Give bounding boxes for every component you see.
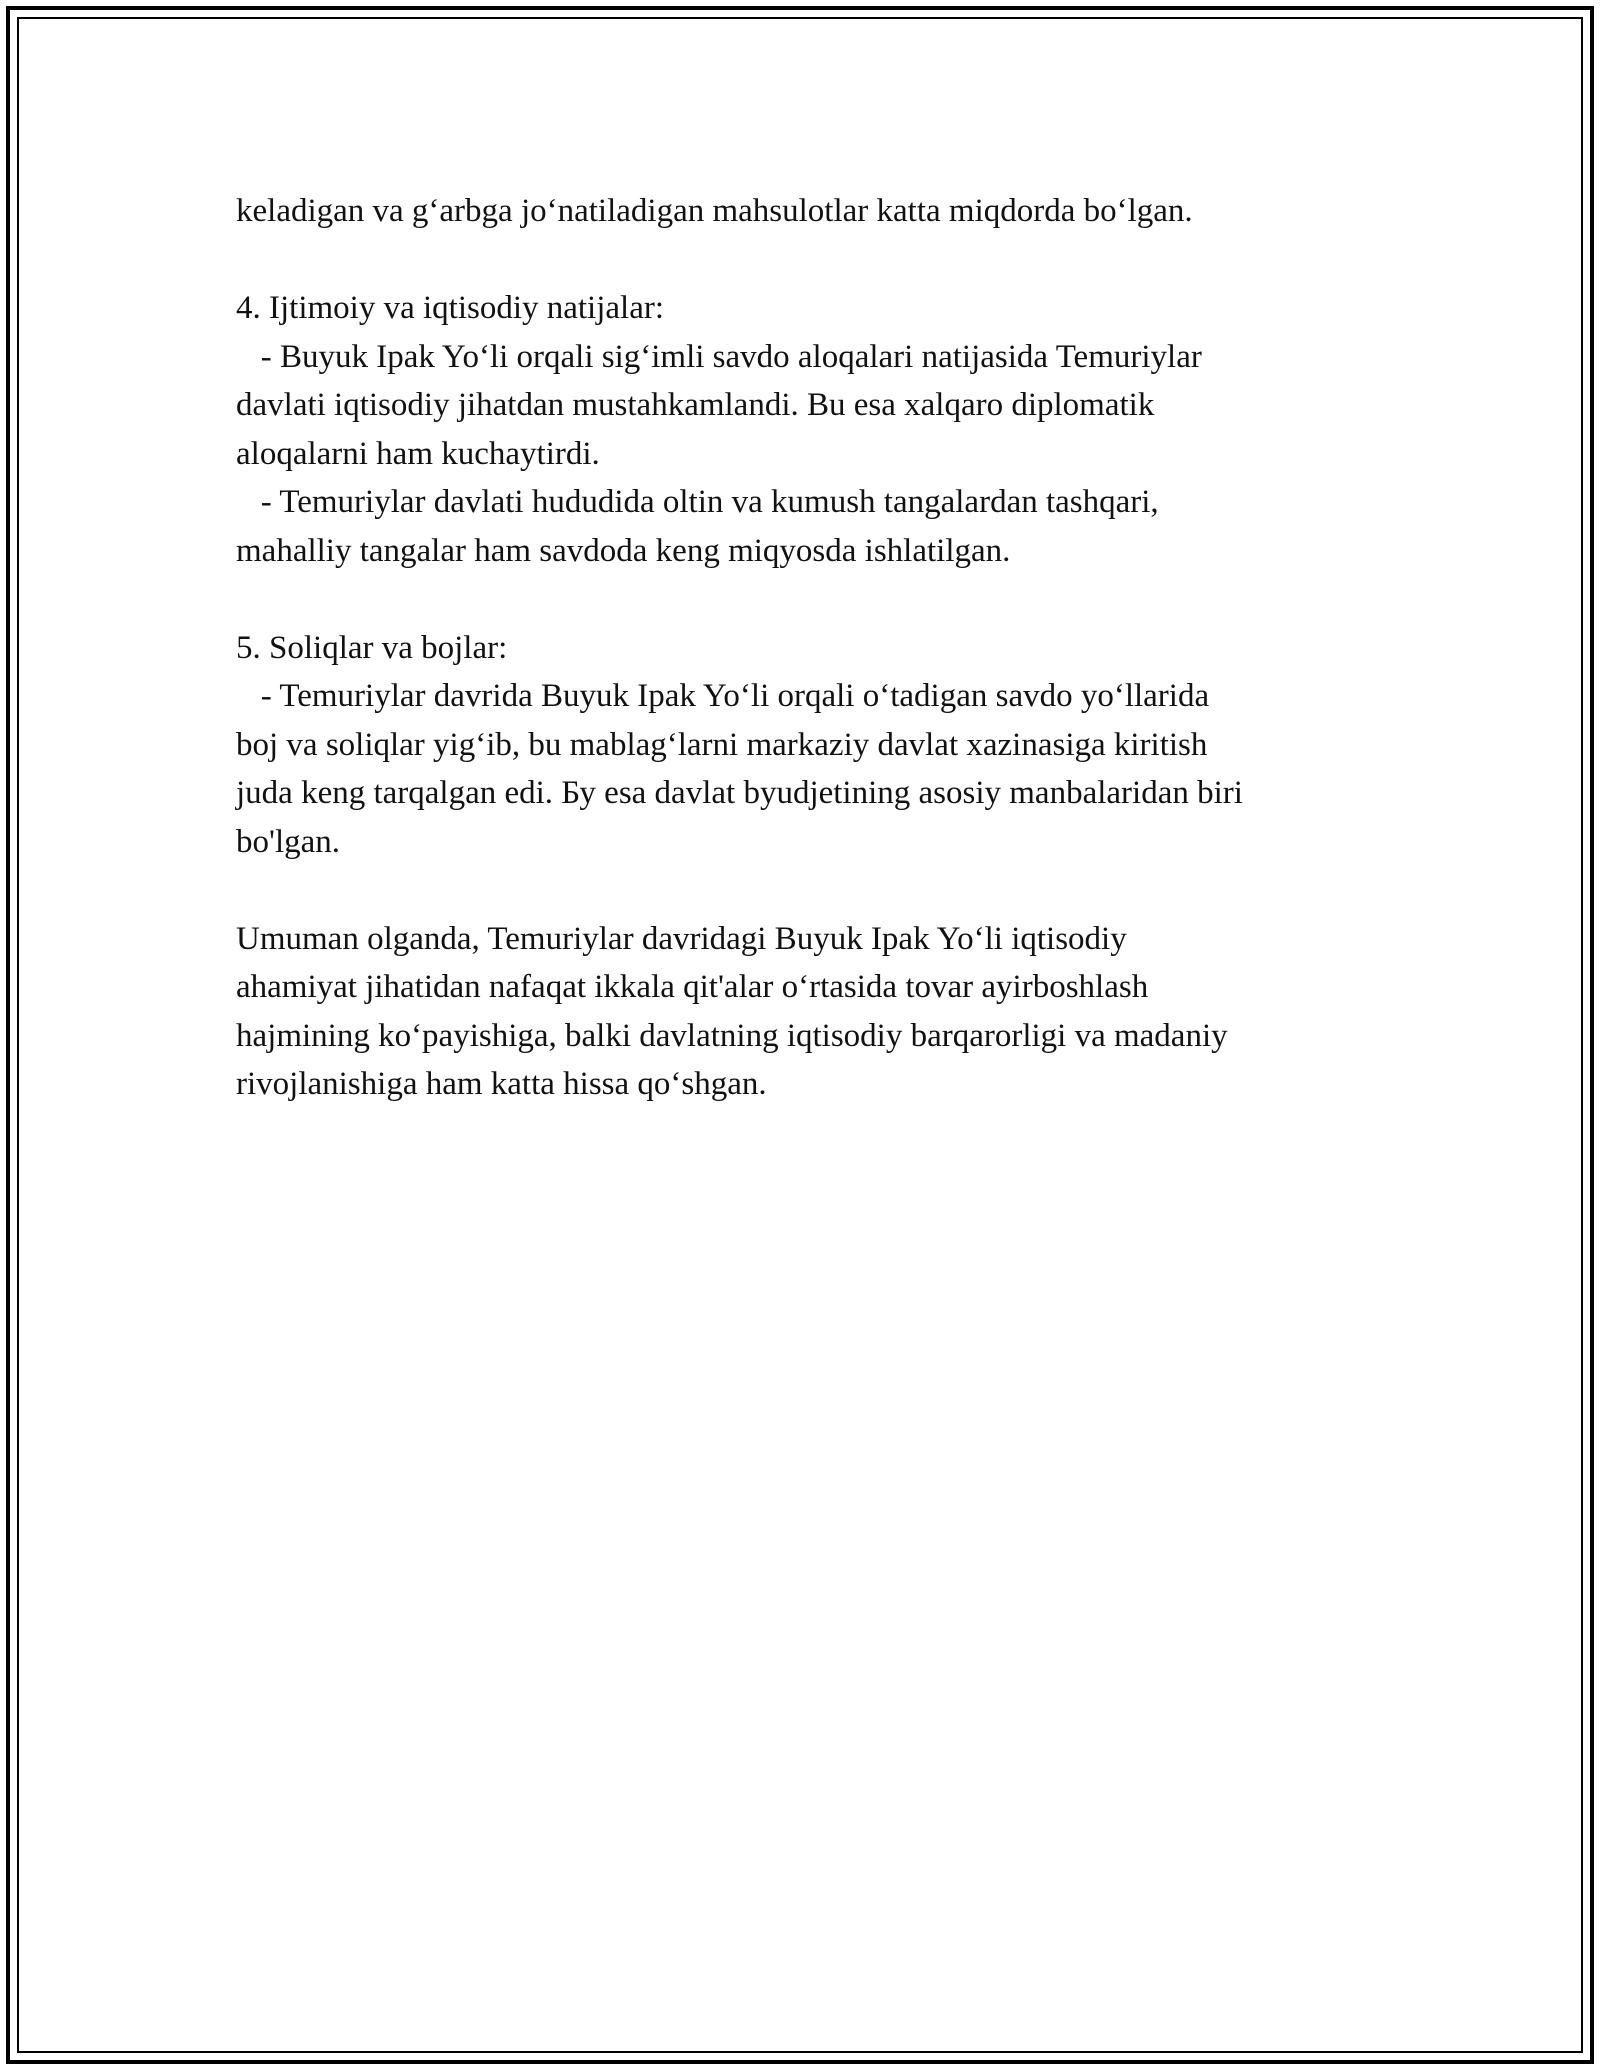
paragraph-gap	[236, 866, 1376, 915]
conclusion-line: rivojlanishiga ham katta hissa qo‘shgan.	[236, 1066, 767, 1102]
conclusion-line: hajmining ko‘payishiga, balki davlatning iqtisodiy barqarorligi va madaniy	[236, 1017, 1228, 1054]
section-5-line: - Temuriylar davrida Buyuk Ipak Yo‘li orqali o‘tadigan savdo yo‘llarida	[236, 678, 1210, 714]
document-body	[236, 187, 1376, 1109]
conclusion-line: Umuman olganda, Temuriylar davridagi Buyuk Ipak Yo‘li iqtisodiy	[236, 920, 1127, 957]
section-4-line: mahalliy tangalar ham savdoda keng miqyosda ishlatilgan.	[236, 532, 1011, 569]
section-4-line: davlati iqtisodiy jihatdan mustahkamlandi. Bu esa xalqaro diplomatik	[236, 387, 1155, 423]
section-4-line: - Temuriylar davlati hududida oltin va kumush tangalardan tashqari,	[236, 484, 1159, 520]
conclusion-line: ahamiyat jihatidan nafaqat ikkala qit'alar o‘rtasida tovar ayirboshlash	[236, 969, 1149, 1005]
paragraph-gap	[236, 575, 1376, 624]
paragraph-gap	[236, 236, 1376, 285]
section-5-line: juda keng tarqalgan edi. Бу esa davlat byudjetining asosiy manbalaridan biri	[236, 775, 1243, 811]
section-5-line: boj va soliqlar yig‘ib, bu mablag‘larni markaziy davlat xazinasiga kiritish	[236, 726, 1208, 763]
section-4-line: aloqalarni ham kuchaytirdi.	[236, 435, 600, 472]
section-5-line: bo'lgan.	[236, 823, 341, 860]
section-4-heading: 4. Ijtimoiy va iqtisodiy natijalar:	[236, 290, 665, 326]
section-4-line: - Buyuk Ipak Yo‘li orqali sig‘imli savdo aloqalari natijasida Temuriylar	[236, 338, 1202, 375]
section-5-heading: 5. Soliqlar va bojlar:	[236, 629, 508, 666]
paragraph-continuation-line: keladigan va g‘arbga jo‘natiladigan mahsulotlar katta miqdorda bo‘lgan.	[236, 193, 1193, 229]
